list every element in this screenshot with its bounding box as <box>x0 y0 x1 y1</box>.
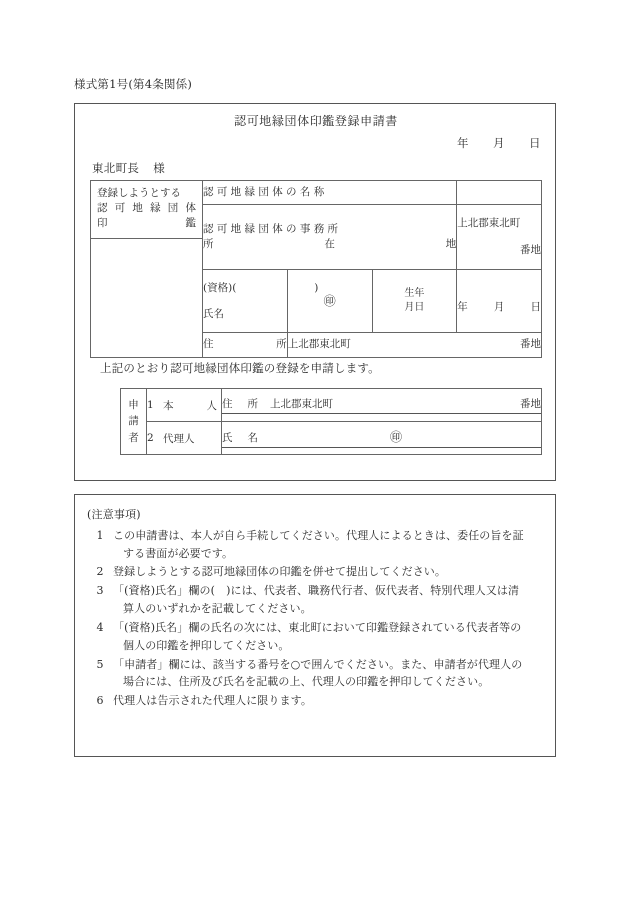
seal-ch-en: 縁 <box>150 202 161 215</box>
applicant-option-agent-text: 代理人 <box>163 432 195 445</box>
note-number: 3 <box>96 584 104 598</box>
dob-day-label: 日 <box>530 301 541 314</box>
qualification-label: (資格)( <box>203 281 237 294</box>
group-name-label <box>203 181 457 205</box>
address-ch-ju: 住 <box>203 338 214 351</box>
note-number: 5 <box>96 657 104 671</box>
note-line2: 場合には、住所及び氏名を記載の上、代理人の印鑑を押印してください。 <box>123 675 490 689</box>
note-number: 6 <box>96 694 104 708</box>
applicant-option-agent[interactable] <box>147 422 222 455</box>
note-line1: 登録しようとする認可地縁団体の印鑑を併せて提出してください。 <box>113 565 446 579</box>
dob-label-line1: 生年 <box>404 287 425 299</box>
note-line1: 代理人は告示された代理人に限ります。 <box>113 694 312 708</box>
applicant-address-suffix: 番地 <box>520 398 541 410</box>
applicant-option-agent-number: 2 <box>147 432 154 444</box>
application-statement: 上記のとおり認可地縁団体印鑑の登録を申請します。 <box>100 361 380 375</box>
office-ch-zai: 在 <box>324 238 335 251</box>
home-address-suffix: 番地 <box>520 338 541 351</box>
office-address-prefix: 上北郡東北町 <box>457 216 521 229</box>
address-ch-sho: 所 <box>276 338 287 351</box>
applicant-option-agent-inner <box>147 431 221 446</box>
seal-header-line3 <box>97 216 196 231</box>
home-address-inline <box>288 337 541 352</box>
home-address-value[interactable] <box>287 333 541 357</box>
note-number: 4 <box>96 620 104 634</box>
seal-ch-chi: 地 <box>132 202 143 215</box>
office-address-label-line1: 認 可 地 縁 団 体 の 事 務 所 <box>203 222 339 235</box>
appl-name-ch-mei: 名 <box>247 432 258 444</box>
date-day-label: 日 <box>529 136 541 150</box>
note-item <box>87 527 543 563</box>
registration-details-table <box>90 180 542 358</box>
applicant-ch-sha: 者 <box>128 431 139 444</box>
addressee <box>92 160 165 176</box>
note-item <box>87 619 543 655</box>
note-item <box>87 692 543 710</box>
applicant-address-value <box>258 396 541 411</box>
seal-ch-kan: 鑑 <box>185 217 196 230</box>
seal-stamp-area[interactable] <box>91 239 202 357</box>
dob-label-line2: 月日 <box>404 302 425 314</box>
applicant-address-prefix: 上北郡東北町 <box>270 398 333 410</box>
note-text <box>113 527 543 563</box>
form-number: 様式第1号(第4条関係) <box>74 77 193 91</box>
note-text <box>113 619 543 655</box>
appl-address-ch-sho: 所 <box>247 398 258 410</box>
office-address-label-line2 <box>203 237 456 252</box>
applicant-address-label <box>222 396 258 411</box>
applicant-address-field[interactable] <box>222 389 542 422</box>
dob-date-fields <box>457 287 541 315</box>
applicant-name-value <box>258 428 541 445</box>
main-form-box <box>74 103 556 481</box>
self-ch-hon: 本 <box>163 399 174 412</box>
applicant-ch-shin: 申 <box>128 399 139 412</box>
office-address-suffix: 番地 <box>520 244 541 257</box>
applicant-vertical-label <box>121 389 147 455</box>
table-row <box>121 389 542 422</box>
seal-ch-nin: 認 <box>97 202 108 215</box>
office-address-value[interactable] <box>457 205 542 270</box>
table-row <box>121 422 542 455</box>
note-line2: 算人のいずれかを記載してください。 <box>123 602 312 616</box>
date-line <box>435 135 541 151</box>
note-text <box>113 582 543 618</box>
applicant-option-self-inner <box>147 398 221 413</box>
note-line1: 「(資格)氏名」欄の氏名の次には、東北町において印鑑登録されている代表者等の <box>113 620 522 634</box>
addressee-honorific: 様 <box>153 161 166 175</box>
group-name-value[interactable] <box>457 181 542 205</box>
self-ch-nin: 人 <box>206 399 217 412</box>
qualification-close-paren: ) <box>314 281 319 294</box>
representative-qualification <box>203 281 319 296</box>
seal-ch-tai: 体 <box>185 202 196 215</box>
applicant-name-underline <box>222 428 541 448</box>
dob-label <box>372 270 457 333</box>
note-text <box>113 563 543 581</box>
seal-ch-dan: 団 <box>167 202 179 215</box>
group-name-label-text: 認 可 地 縁 団 体 の 名 称 <box>203 185 325 198</box>
note-text <box>113 656 543 692</box>
note-item <box>87 563 543 581</box>
applicant-seal-mark[interactable]: ㊞ <box>390 430 403 444</box>
note-line2: 個人の印鑑を押印してください。 <box>123 638 290 652</box>
applicant-name-label <box>222 430 258 445</box>
applicant-table <box>120 388 542 455</box>
representative-seal-mark[interactable]: ㊞ <box>287 270 372 333</box>
note-line1: 「申請者」欄には、該当する番号を○で囲んでください。また、申請者が代理人の <box>113 657 523 671</box>
office-ch-chi: 地 <box>445 238 457 251</box>
note-text <box>113 692 543 710</box>
seal-cell-header <box>91 181 202 239</box>
applicant-option-self[interactable] <box>147 389 222 422</box>
applicant-option-self-number: 1 <box>147 399 154 411</box>
seal-header-line1: 登録しようとする <box>97 187 181 199</box>
home-address-prefix: 上北郡東北町 <box>287 338 351 351</box>
office-ch-sho: 所 <box>203 238 214 251</box>
notes-box <box>74 494 556 757</box>
representative-qualification-cell[interactable] <box>203 270 319 333</box>
home-address-label <box>203 333 288 357</box>
note-number: 1 <box>96 528 104 542</box>
note-line2: する書面が必要です。 <box>123 546 234 560</box>
office-address-label <box>203 205 457 270</box>
note-item <box>87 582 543 618</box>
note-line1: この申請書は、本人が自ら手続してください。代理人によるときは、委任の旨を証 <box>113 528 524 542</box>
appl-name-ch-shi: 氏 <box>222 432 233 444</box>
seal-impression-cell[interactable] <box>91 181 203 358</box>
seal-ch-in: 印 <box>97 217 108 230</box>
date-month-label: 月 <box>493 136 505 150</box>
dob-month-label: 月 <box>493 301 505 314</box>
date-year-label: 年 <box>457 136 469 150</box>
appl-address-ch-ju: 住 <box>222 398 233 410</box>
applicant-ch-sei: 請 <box>128 415 139 428</box>
representative-name-label: 氏名 <box>203 307 224 320</box>
document-title: 認可地縁団体印鑑登録申請書 <box>234 114 398 128</box>
note-number: 2 <box>96 565 104 579</box>
dob-year-label: 年 <box>457 301 468 314</box>
applicant-address-underline <box>222 396 541 414</box>
seal-header-line2 <box>97 201 196 216</box>
dob-value[interactable] <box>457 270 542 333</box>
applicant-option-self-text <box>163 398 221 413</box>
home-address-label-text <box>203 337 287 352</box>
addressee-name: 東北町長 <box>92 161 140 175</box>
notes-title: (注意事項) <box>87 508 141 521</box>
seal-ch-ka: 可 <box>114 202 126 215</box>
note-item <box>87 656 543 692</box>
applicant-name-field[interactable] <box>222 422 542 455</box>
note-line1: 「(資格)氏名」欄の( )には、代表者、職務代行者、仮代表者、特別代理人又は清 <box>113 584 520 598</box>
table-row <box>91 181 542 205</box>
